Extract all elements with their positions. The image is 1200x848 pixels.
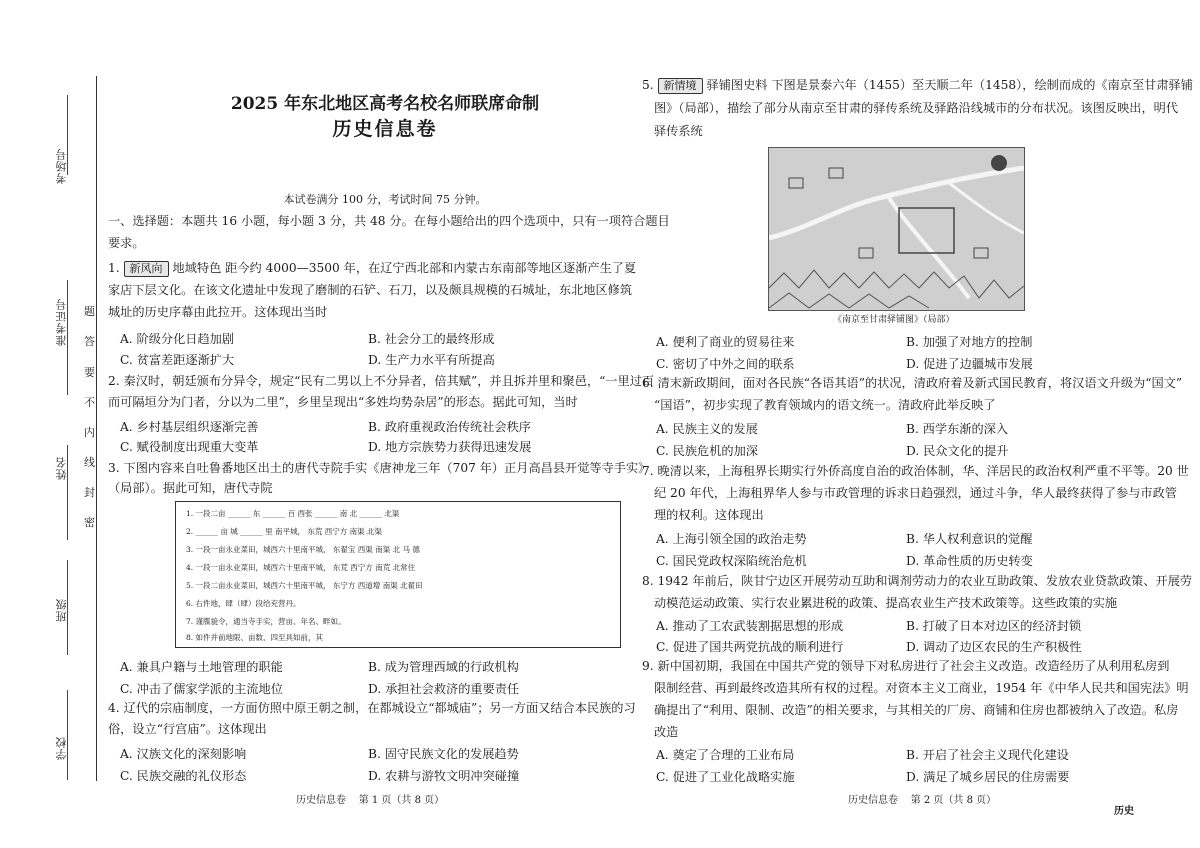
margin-rule bbox=[67, 690, 68, 780]
q9-line2: 限制经营、再到最终改造其所有权的过程。对资本主义工商业，1954 年《中华人民共和国宪法》明 bbox=[654, 681, 1189, 695]
q4-option-b[interactable]: B. 固守民族文化的发展趋势 bbox=[368, 747, 519, 761]
q5-number: 5. bbox=[642, 78, 654, 92]
seal-char: 线 bbox=[84, 456, 95, 469]
q3-option-b[interactable]: B. 成为管理西域的行政机构 bbox=[368, 660, 519, 674]
q4-option-a[interactable]: A. 汉族文化的深刻影响 bbox=[120, 747, 247, 761]
exam-room-label: 考场号 bbox=[55, 148, 68, 184]
q1-line3: 城址的历史序幕由此拉开。这体现出当时 bbox=[108, 305, 328, 319]
q1-line2: 家店下层文化。在该文化遗址中发现了磨制的石铲、石刀，以及颇具规模的石城址，东北地区修筑 bbox=[108, 283, 633, 297]
q3-doc-row: 1. 一段二亩 ______ 东 ______ 百 西张 ______ 南 北 ______ 北渠 bbox=[186, 509, 400, 518]
q7-line3: 理的权利。这体现出 bbox=[654, 508, 764, 522]
q2-line2: 而可隔垣分为门者，分以为二里”，乡里呈现出“多姓均势杂居”的形态。据此可知，当时 bbox=[108, 395, 578, 409]
q5-option-c[interactable]: C. 密切了中外之间的联系 bbox=[656, 357, 795, 371]
seal-char: 题 bbox=[84, 305, 95, 318]
q1-option-d[interactable]: D. 生产力水平有所提高 bbox=[368, 353, 495, 367]
class-label: 班级 bbox=[55, 598, 68, 622]
seal-char: 封 bbox=[84, 486, 95, 499]
q3-option-c[interactable]: C. 冲击了儒家学派的主流地位 bbox=[120, 682, 283, 696]
q1-option-c[interactable]: C. 贫富差距逐渐扩大 bbox=[120, 353, 235, 367]
name-label: 姓名 bbox=[55, 456, 68, 480]
q4-line2: 俗，设立“行宫庙”。这体现出 bbox=[108, 722, 267, 736]
q5-line1: 驿铺图史料 下图是景泰六年（1455）至天顺二年（1458），绘制而成的《南京至甘肃驿铺 bbox=[706, 78, 1193, 92]
q3-doc-row: 4. 一段一亩永业菜田，城西六十里南平城， 东荒 西宁方 南荒 北常住 bbox=[186, 563, 416, 572]
q7-option-c[interactable]: C. 国民党政权深陷统治危机 bbox=[656, 554, 807, 568]
q2-option-b[interactable]: B. 政府重视政治传统社会秩序 bbox=[368, 420, 531, 434]
q3-option-d[interactable]: D. 承担社会救济的重要责任 bbox=[368, 682, 520, 696]
relay-map-drawing bbox=[769, 148, 1024, 310]
q3-doc-row: 8. 如件并前地限、亩数、四至具如前，其 bbox=[186, 633, 324, 642]
q9-option-c[interactable]: C. 促进了工业化战略实施 bbox=[656, 770, 795, 784]
section-intro: 一、选择题：本题共 16 小题，每小题 3 分，共 48 分。在每小题给出的四个选项中，只有一项符合题目 bbox=[108, 214, 670, 228]
q6-option-b[interactable]: B. 西学东渐的深入 bbox=[906, 422, 1009, 436]
q1-option-b[interactable]: B. 社会分工的最终形成 bbox=[368, 332, 495, 346]
q9-line1: 9. 新中国初期，我国在中国共产党的领导下对私房进行了社会主义改造。改造经历了从利用私房到 bbox=[642, 659, 1170, 673]
q9-option-d[interactable]: D. 满足了城乡居民的住房需要 bbox=[906, 770, 1070, 784]
q1-tag: 新风向 bbox=[124, 261, 169, 277]
q6-option-c[interactable]: C. 民族危机的加深 bbox=[656, 444, 758, 458]
q4-line1: 4. 辽代的宗庙制度，一方面仿照中原王朝之制，在都城设立“都城庙”；另一方面又结合本民族的习 bbox=[108, 701, 636, 715]
q1-number: 1. bbox=[108, 261, 120, 275]
q8-option-c[interactable]: C. 促进了国共两党抗战的顺利进行 bbox=[656, 640, 844, 654]
paper-subtitle: 历史信息卷 bbox=[332, 118, 438, 140]
corner-subject-label: 历史 bbox=[1114, 806, 1134, 817]
binding-line bbox=[96, 76, 97, 781]
seal-char: 不 bbox=[84, 396, 95, 409]
q7-line2: 纪 20 年代，上海租界华人参与市政管理的诉求日趋强烈，通过斗争，华人最终获得了参与市政管 bbox=[654, 486, 1177, 500]
q5-option-a[interactable]: A. 便利了商业的贸易往来 bbox=[656, 335, 795, 349]
q6-option-d[interactable]: D. 民众文化的提升 bbox=[906, 444, 1009, 458]
q2-line1: 2. 秦汉时，朝廷颁布分异令，规定“民有二男以上不分异者，倍其赋”，并且拆并里和聚邑，“一里过百 bbox=[108, 374, 655, 388]
q2-option-c[interactable]: C. 赋役制度出现重大变革 bbox=[120, 440, 259, 454]
q5-option-d[interactable]: D. 促进了边疆城市发展 bbox=[906, 357, 1033, 371]
q4-option-c[interactable]: C. 民族交融的礼仪形态 bbox=[120, 769, 247, 783]
relay-map-image bbox=[768, 147, 1025, 311]
ticket-number-label: 准考证号 bbox=[55, 298, 68, 346]
q7-option-a[interactable]: A. 上海引领全国的政治走势 bbox=[656, 532, 807, 546]
q5-stem bbox=[642, 74, 1193, 96]
q7-option-b[interactable]: B. 华人权利意识的觉醒 bbox=[906, 532, 1033, 546]
seal-char: 答 bbox=[84, 335, 95, 348]
q6-option-a[interactable]: A. 民族主义的发展 bbox=[656, 422, 758, 436]
q2-option-a[interactable]: A. 乡村基层组织逐渐完善 bbox=[120, 420, 259, 434]
q8-option-d[interactable]: D. 调动了边区农民的生产积极性 bbox=[906, 640, 1082, 654]
q9-line3: 确提出了“利用、限制、改造”的相关要求，与其相关的厂房、商铺和住房也都被纳入了改造。私房 bbox=[654, 703, 1179, 717]
section-intro: 要求。 bbox=[108, 236, 145, 250]
map-caption: 《南京至甘肃驿铺图》（局部） bbox=[833, 315, 955, 325]
q9-option-b[interactable]: B. 开启了社会主义现代化建设 bbox=[906, 748, 1069, 762]
q1-stem bbox=[108, 257, 636, 279]
q3-line1: 3. 下图内容来自吐鲁番地区出土的唐代寺院手实《唐神龙三年（707 年）正月高昌县开觉等寺手实》 bbox=[108, 461, 651, 475]
q8-option-a[interactable]: A. 推动了工农武装割据思想的形成 bbox=[656, 619, 844, 633]
q3-doc-row: 5. 一段二亩永业菜田，城西六十里南平城， 东宁方 西道增 南渠 北翟田 bbox=[186, 581, 423, 590]
q5-line2: 图》（局部），描绘了部分从南京至甘肃的驿传系统及驿路沿线城市的分布状况。该图反映出，明代 bbox=[654, 101, 1179, 115]
q8-line2: 动模范运动政策、实行农业累进税的政策、提高农业生产技术政策等。这些政策的实施 bbox=[654, 596, 1118, 610]
q8-line1: 8. 1942 年前后，陕甘宁边区开展劳动互助和调剂劳动力的农业互助政策、发放农业贷款政策、开展劳 bbox=[642, 574, 1193, 588]
q1-option-a[interactable]: A. 阶级分化日趋加剧 bbox=[120, 332, 235, 346]
q7-line1: 7. 晚清以来，上海租界长期实行外侨高度自治的政治体制，华、洋居民的政治权利严重不平等。20 世 bbox=[642, 464, 1189, 478]
q5-option-b[interactable]: B. 加强了对地方的控制 bbox=[906, 335, 1033, 349]
q6-line1: 6. 清末新政期间，面对各民族“各语其语”的状况，清政府着及新式国民教育，将汉语文升级为“国文” bbox=[642, 376, 1183, 390]
q3-document-image bbox=[175, 501, 621, 648]
q9-option-a[interactable]: A. 奠定了合理的工业布局 bbox=[656, 748, 795, 762]
q5-tag: 新情境 bbox=[658, 78, 703, 94]
q9-line4: 改造 bbox=[654, 725, 679, 739]
seal-char: 内 bbox=[84, 426, 95, 439]
q3-doc-row: 2. ______ 亩 城 ______ 里 南平城， 东荒 西宁方 南渠 北渠 bbox=[186, 527, 382, 536]
paper-title: 2025 年东北地区高考名校名师联席命制 bbox=[230, 94, 540, 114]
q3-doc-row: 6. 右件地，肆（肆）段给充营丹。 bbox=[186, 599, 301, 608]
q8-option-b[interactable]: B. 打破了日本对边区的经济封锁 bbox=[906, 619, 1082, 633]
q3-option-a[interactable]: A. 兼具户籍与土地管理的职能 bbox=[120, 660, 283, 674]
seal-char: 密 bbox=[84, 516, 95, 529]
q4-option-d[interactable]: D. 农耕与游牧文明冲突碰撞 bbox=[368, 769, 520, 783]
q3-line2: （局部）。据此可知，唐代寺院 bbox=[108, 481, 273, 495]
q2-option-d[interactable]: D. 地方宗族势力获得迅速发展 bbox=[368, 440, 532, 454]
q7-option-d[interactable]: D. 革命性质的历史转变 bbox=[906, 554, 1033, 568]
q1-line1: 地域特色 距今约 4000—3500 年，在辽宁西北部和内蒙古东南部等地区逐渐产生了夏 bbox=[172, 261, 637, 275]
q5-line3: 驿传系统 bbox=[654, 124, 703, 138]
q3-doc-row: 3. 一段一亩永业菜田，城西六十里南平城， 东翟宝 西渠 南渠 北 马 德 bbox=[186, 545, 420, 554]
school-label: 学校 bbox=[55, 736, 68, 760]
q3-doc-row: 7. 谨牒貌令，通当寺手实，营亩、年名、畔如。 bbox=[186, 617, 346, 626]
page2-footer: 历史信息卷 第 2 页（共 8 页） bbox=[848, 795, 997, 806]
page1-footer: 历史信息卷 第 1 页（共 8 页） bbox=[296, 795, 445, 806]
seal-char: 要 bbox=[84, 366, 95, 379]
q6-line2: “国语”，初步实现了教育领域内的语文统一。清政府此举反映了 bbox=[654, 398, 996, 412]
exam-note: 本试卷满分 100 分，考试时间 75 分钟。 bbox=[283, 193, 487, 206]
